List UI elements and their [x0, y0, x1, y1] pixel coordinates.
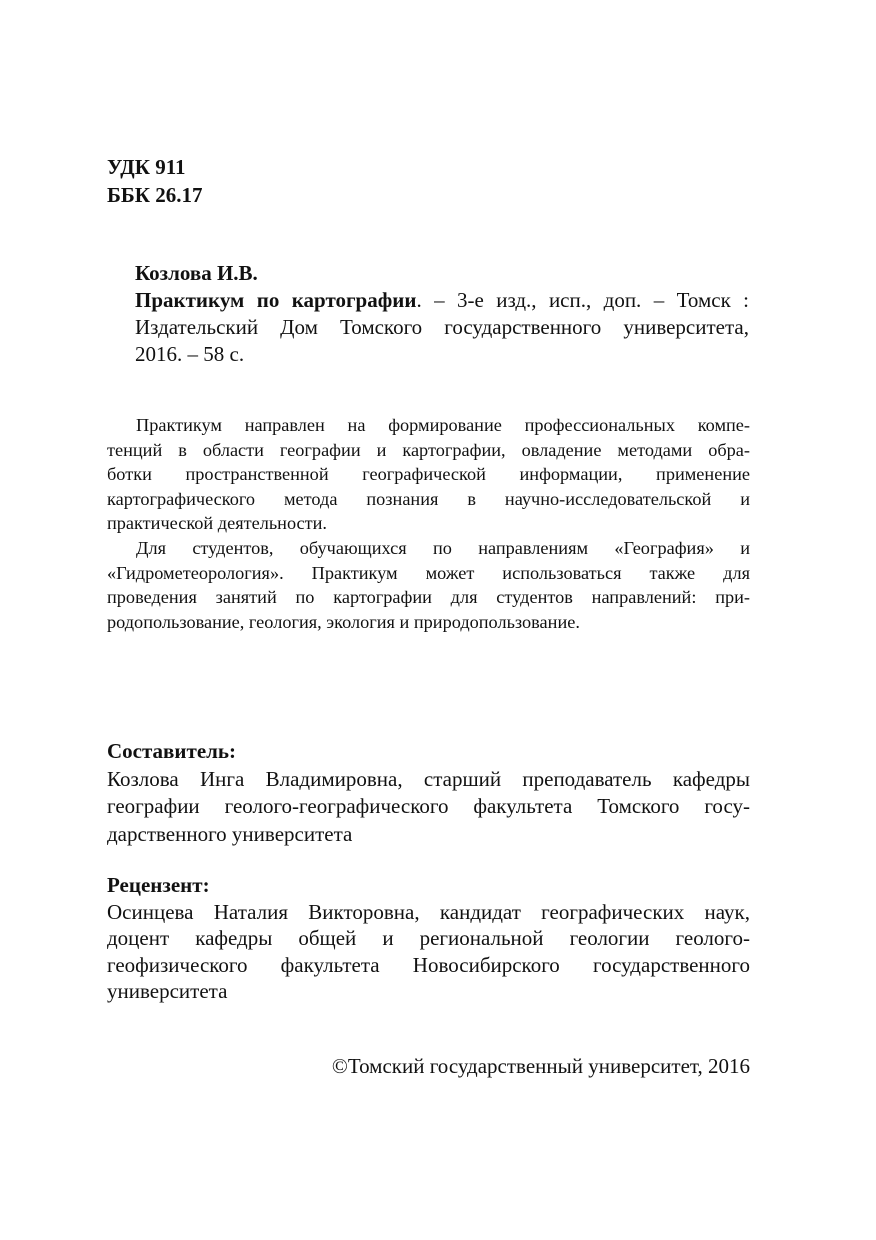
compiler-section: [107, 738, 750, 848]
abstract: [107, 413, 750, 634]
abstract-line: проведения занятий по картографии для студентов направлений: при-: [107, 587, 750, 608]
classification-codes: [107, 153, 203, 209]
reviewer-line: доцент кафедры общей и региональной геологии геолого-: [107, 926, 750, 950]
reviewer-section: [107, 872, 750, 1005]
abstract-line: картографического метода познания в научно-исследовательской и: [107, 488, 750, 509]
abstract-line: Для студентов, обучающихся по направлениям «География» и: [136, 537, 750, 558]
bibliographic-record: [135, 260, 749, 368]
copyright-notice: ©Томский государственный университет, 2016: [331, 1054, 750, 1078]
compiler-line: географии геолого-географического факультета Томского госу-: [107, 794, 750, 818]
abstract-line: практической деятельности.: [107, 513, 327, 534]
year-pages: 2016. – 58 с.: [135, 342, 245, 366]
compiler-heading: Составитель:: [107, 739, 237, 763]
book-title: Практикум по картографии: [135, 288, 417, 312]
title-edition-line: [135, 287, 749, 314]
edition-info: . – 3-е изд., исп., доп. – Томск :: [416, 288, 750, 312]
compiler-line: Козлова Инга Владимировна, старший преподаватель кафедры: [107, 766, 750, 791]
abstract-line: «Гидрометеорология». Практикум может использоваться также для: [107, 562, 750, 583]
reviewer-line: университета: [107, 979, 228, 1003]
reviewer-line: геофизического факультета Новосибирского государственного: [107, 952, 750, 977]
reviewer-heading: Рецензент:: [107, 873, 210, 897]
bbk-code: ББК 26.17: [107, 183, 203, 207]
author-name: Козлова И.В.: [135, 261, 258, 285]
compiler-line: дарственного университета: [107, 821, 353, 846]
abstract-line: Практикум направлен на формирование профессиональных компе-: [136, 415, 750, 435]
abstract-line: тенций в области географии и картографии, овладение методами обра-: [107, 439, 750, 460]
abstract-line: ботки пространственной географической информации, применение: [107, 464, 750, 485]
reviewer-line: Осинцева Наталия Викторовна, кандидат географических наук,: [107, 899, 750, 924]
udk-code: УДК 911: [107, 155, 186, 179]
publisher-line: Издательский Дом Томского государственного университета,: [135, 315, 749, 339]
abstract-line: родопользование, геология, экология и природопользование.: [107, 611, 580, 632]
